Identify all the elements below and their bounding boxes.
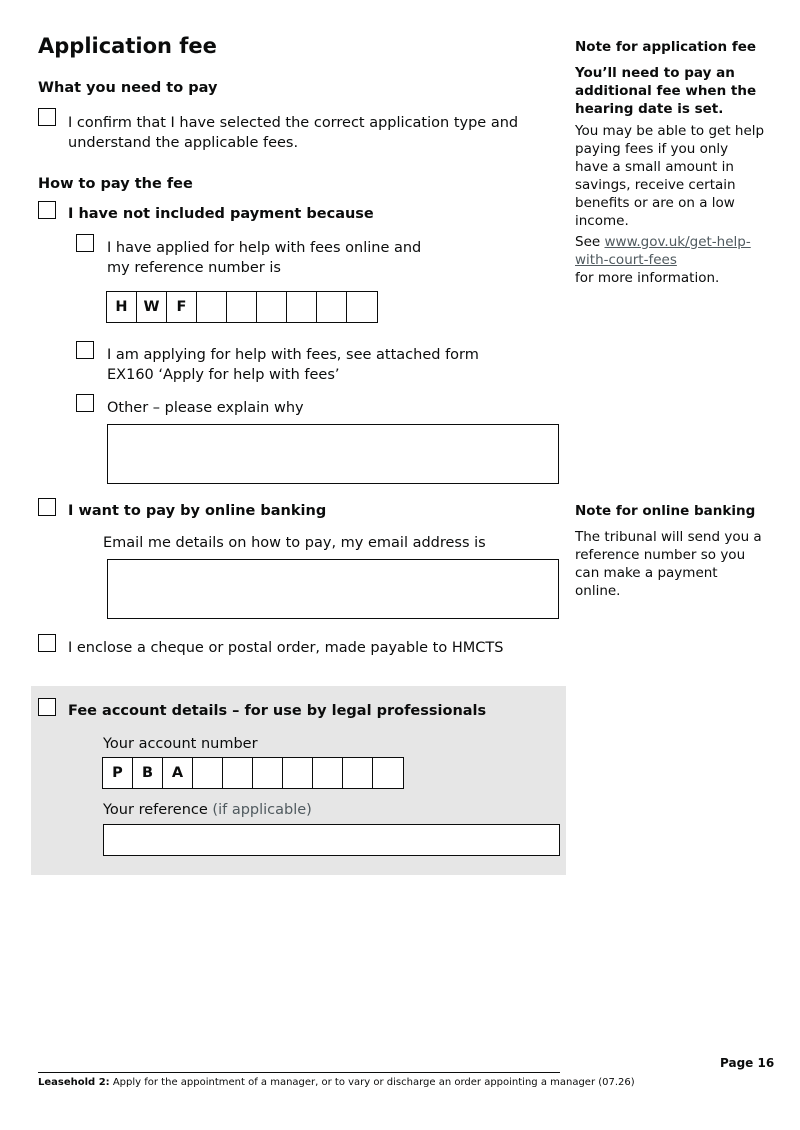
what-to-pay-heading: What you need to pay <box>38 80 218 96</box>
pba-cell[interactable] <box>343 758 373 788</box>
how-to-pay-heading: How to pay the fee <box>38 176 193 192</box>
footer-divider <box>38 1072 560 1073</box>
other-label: Other – please explain why <box>107 400 304 416</box>
hwf-reference-input[interactable] <box>106 291 378 323</box>
account-number-label: Your account number <box>103 736 258 752</box>
online-banking-label: I want to pay by online banking <box>68 503 327 519</box>
see-text: See <box>575 234 601 250</box>
footer <box>38 1077 635 1088</box>
hwf-cell[interactable] <box>347 292 377 322</box>
pba-cell: P <box>103 758 133 788</box>
hwf-cell[interactable] <box>317 292 347 322</box>
cheque-checkbox[interactable] <box>38 634 56 652</box>
help-with-fees-link[interactable]: www.gov.uk/get-help-with-court-fees <box>575 234 751 268</box>
fee-note-text: You may be able to get help paying fees if you only have a small amount in savings, receive certain benefits or are on a low income. <box>575 123 765 229</box>
hwf-cell: W <box>137 292 167 322</box>
confirm-checkbox[interactable] <box>38 108 56 126</box>
hwf-online-checkbox[interactable] <box>76 234 94 252</box>
fee-note-heading: Note for application fee <box>575 39 757 55</box>
pba-cell[interactable] <box>193 758 223 788</box>
hwf-cell[interactable] <box>257 292 287 322</box>
pba-cell: A <box>163 758 193 788</box>
fee-note-bold: You’ll need to pay an additional fee when the hearing date is set. <box>575 65 757 117</box>
hwf-online-line-2: my reference number is <box>107 260 281 276</box>
other-explanation-field[interactable] <box>107 424 559 484</box>
not-included-label: I have not included payment because <box>68 206 374 222</box>
pba-cell[interactable] <box>253 758 283 788</box>
page-number: Page 16 <box>720 1056 775 1070</box>
reference-hint: (if applicable) <box>212 802 312 818</box>
banking-note-heading: Note for online banking <box>575 503 756 519</box>
ex160-checkbox[interactable] <box>76 341 94 359</box>
hwf-cell[interactable] <box>287 292 317 322</box>
hwf-cell: F <box>167 292 197 322</box>
banking-note <box>575 502 765 600</box>
pba-cell[interactable] <box>313 758 343 788</box>
banking-note-text: The tribunal will send you a reference number so you can make a payment online. <box>575 529 762 599</box>
pba-cell[interactable] <box>283 758 313 788</box>
fee-account-label: Fee account details – for use by legal professionals <box>68 703 487 719</box>
ex160-line-2: EX160 ‘Apply for help with fees’ <box>107 367 340 383</box>
online-banking-checkbox[interactable] <box>38 498 56 516</box>
not-included-checkbox[interactable] <box>38 201 56 219</box>
reference-label <box>103 800 312 820</box>
hwf-cell[interactable] <box>227 292 257 322</box>
confirm-line-2: understand the applicable fees. <box>68 135 299 151</box>
hwf-online-line-1: I have applied for help with fees online and <box>107 240 422 256</box>
pba-cell: B <box>133 758 163 788</box>
reference-label-text: Your reference <box>103 802 208 818</box>
more-info-text: for more information. <box>575 270 720 286</box>
fee-account-checkbox[interactable] <box>38 698 56 716</box>
email-field[interactable] <box>107 559 559 619</box>
email-details-label: Email me details on how to pay, my email address is <box>103 535 486 551</box>
other-checkbox[interactable] <box>76 394 94 412</box>
cheque-label: I enclose a cheque or postal order, made payable to HMCTS <box>68 640 504 656</box>
footer-form-code: Leasehold 2: <box>38 1077 110 1088</box>
ex160-line-1: I am applying for help with fees, see attached form <box>107 347 479 363</box>
confirm-text <box>68 113 518 153</box>
hwf-cell: H <box>107 292 137 322</box>
footer-text: Apply for the appointment of a manager, or to vary or discharge an order appointing a manager (07.26) <box>112 1077 635 1088</box>
pba-cell[interactable] <box>373 758 403 788</box>
pba-account-input[interactable] <box>102 757 404 789</box>
fee-note <box>575 38 765 287</box>
confirm-line-1: I confirm that I have selected the correct application type and <box>68 115 519 131</box>
ex160-text <box>107 345 479 385</box>
pba-cell[interactable] <box>223 758 253 788</box>
hwf-online-text <box>107 238 421 278</box>
page-title: Application fee <box>38 34 217 58</box>
reference-field[interactable] <box>103 824 560 856</box>
hwf-cell[interactable] <box>197 292 227 322</box>
